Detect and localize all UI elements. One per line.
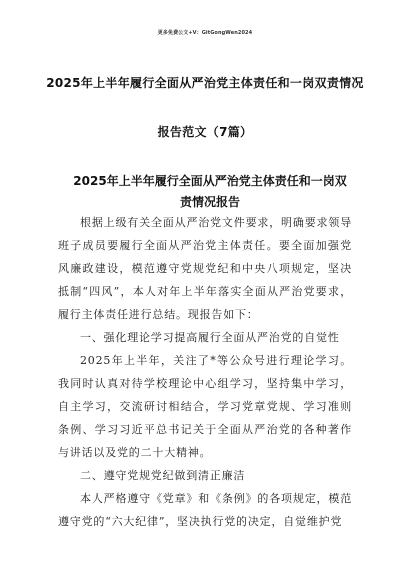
document-subtitle: 报告范文（7篇） (157, 125, 253, 139)
article-title: 2025年上半年履行全面从严治党主体责任和一岗双责情况报告 (73, 174, 347, 209)
document-title: 2025年上半年履行全面从严治党主体责任和一岗双责情况 (46, 76, 364, 90)
document-body (58, 211, 352, 533)
section-heading-2: 二、遵守党规党纪做到清正廉洁 (80, 469, 246, 482)
header-note: 更多免费公文+V：GitGongWen2024 (157, 30, 253, 36)
paragraph-section-2: 本人严格遵守《党章》和《条例》的各项规定，模范遵守党的“六大纪律”，坚决执行党的决定，自觉维护党 (58, 492, 352, 528)
section-heading-1: 一、强化理论学习提高履行全面从严治党的自觉性 (80, 331, 340, 344)
paragraph-intro: 根据上级有关全面从严治党文件要求，明确要求领导班子成员要履行全面从严治党主体责任。要全面加强党风廉政建设，模范遵守党规党纪和中央八项规定，坚决抵制“四风”，本人对年上半年落实全面从严治党要求，履行主体责任进行总结。现报告如下： (58, 216, 352, 321)
paragraph-section-1: 2025年上半年，关注了*等公众号进行理论学习。我同时认真对待学校理论中心组学习，坚持集中学习，自主学习，交流研讨相结合，学习党章党规、学习准则条例、学习习近平总书记关于全面从严治党的各种著作与讲话以及党的二十大精神。 (58, 354, 352, 459)
